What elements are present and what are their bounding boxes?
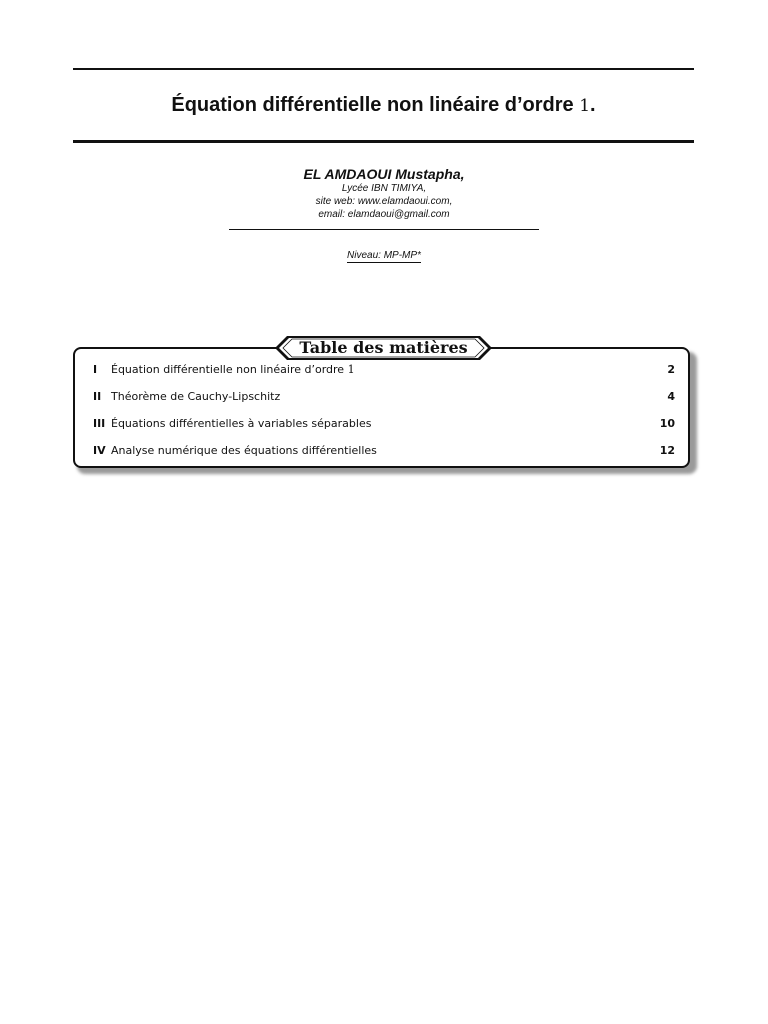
toc-entry[interactable]: [93, 443, 675, 459]
toc-entry-title: Théorème de Cauchy-Lipschitz: [111, 390, 281, 403]
author-website: site web: www.elamdaoui.com,: [315, 196, 453, 207]
toc-entry-title: Analyse numérique des équations différentielles: [111, 444, 377, 457]
toc-entry-numeral: II: [93, 390, 102, 403]
toc-entry[interactable]: [93, 389, 675, 405]
toc-entry-numeral: I: [93, 363, 98, 376]
toc-entry[interactable]: [93, 362, 675, 378]
toc-entry-page: 4: [667, 390, 675, 403]
author-email: email: elamdaoui@gmail.com: [318, 209, 450, 220]
toc-entry-title: [111, 362, 355, 378]
toc-entry-numeral: III: [93, 417, 106, 430]
page-title-text: Équation différentielle non linéaire d’ordre: [171, 94, 580, 116]
author-name: EL AMDAOUI Mustapha,: [303, 166, 465, 182]
toc-entry-title-number: 1: [347, 363, 355, 376]
toc-entry-numeral: IV: [93, 444, 106, 457]
title-top-rule: [73, 68, 694, 70]
toc-entry-page: 12: [659, 444, 675, 457]
level-line: [0, 249, 768, 262]
level-text: Niveau: MP-MP*: [347, 250, 421, 261]
page-title: [73, 90, 694, 121]
page-title-number: 1: [579, 96, 591, 116]
toc-entry-page: 2: [667, 363, 675, 376]
toc-entry[interactable]: [93, 416, 675, 432]
author-school: Lycée IBN TIMIYA,: [341, 183, 427, 194]
toc-banner: [274, 335, 493, 361]
toc-entry-page: 10: [659, 417, 675, 430]
toc-heading: Table des matières: [299, 338, 468, 357]
toc-entry-title: Équations différentielles à variables séparables: [111, 417, 372, 430]
title-bottom-rule: [73, 140, 694, 143]
author-divider: [229, 229, 539, 230]
toc-entry-title-text: Équation différentielle non linéaire d’ordre: [111, 363, 348, 376]
page-title-end: .: [590, 94, 596, 116]
